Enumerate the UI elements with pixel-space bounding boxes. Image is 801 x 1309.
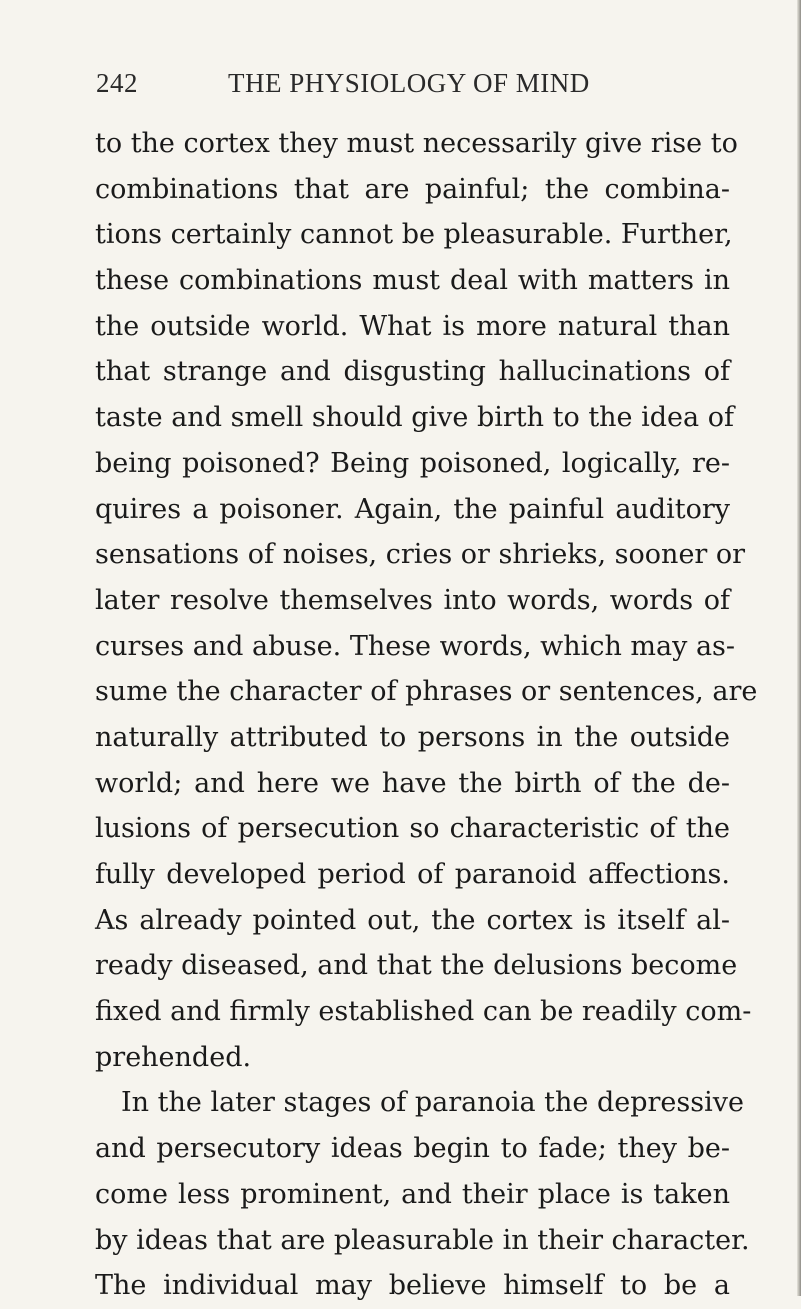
running-head bbox=[96, 68, 696, 104]
text-line: In the later stages of paranoia the depressive bbox=[121, 1087, 744, 1119]
text-line: come less prominent, and their place is taken bbox=[95, 1178, 730, 1210]
text-line: lusions of persecution so characteristic of the bbox=[95, 813, 730, 845]
text-line: taste and smell should give birth to the idea of bbox=[95, 402, 734, 434]
text-line: curses and abuse. These words, which may as- bbox=[95, 630, 736, 662]
text-line: by ideas that are pleasurable in their character. bbox=[95, 1224, 750, 1256]
text-line: fully developed period of paranoid affections. bbox=[95, 859, 730, 890]
text-line: being poisoned? Being poisoned, logically, re- bbox=[95, 447, 730, 479]
body-text bbox=[95, 121, 758, 1309]
text-line: the outside world. What is more natural than bbox=[95, 310, 730, 342]
text-line: world; and here we have the birth of the de- bbox=[95, 767, 730, 799]
running-title: THE PHYSIOLOGY OF MIND bbox=[228, 68, 590, 98]
text-line: and persecutory ideas begin to fade; they be- bbox=[95, 1133, 730, 1165]
text-line: to the cortex they must necessarily give rise to bbox=[95, 128, 738, 159]
text-line: ready diseased, and that the delusions become bbox=[95, 950, 738, 982]
text-line: sume the character of phrases or sentences, are bbox=[95, 676, 758, 708]
text-line: naturally attributed to persons in the outside bbox=[95, 721, 730, 753]
text-line: The individual may believe himself to be a bbox=[95, 1270, 730, 1302]
page-number: 242 bbox=[96, 68, 138, 98]
page-edge bbox=[797, 0, 801, 1296]
text-line: these combinations must deal with matters in bbox=[95, 265, 730, 297]
text-line: sensations of noises, cries or shrieks, sooner or bbox=[95, 539, 746, 571]
text-line: tions certainly cannot be pleasurable. Further, bbox=[95, 219, 733, 251]
text-line: quires a poisoner. Again, the painful auditory bbox=[95, 493, 730, 525]
text-line: fixed and firmly established can be readily com- bbox=[95, 996, 752, 1028]
text-line: As already pointed out, the cortex is itself al- bbox=[95, 904, 730, 936]
text-line: prehended. bbox=[95, 1041, 252, 1073]
text-line: that strange and disgusting hallucinations of bbox=[95, 356, 730, 388]
text-line: later resolve themselves into words, words of bbox=[95, 584, 730, 616]
text-line: combinations that are painful; the combina- bbox=[95, 173, 730, 205]
